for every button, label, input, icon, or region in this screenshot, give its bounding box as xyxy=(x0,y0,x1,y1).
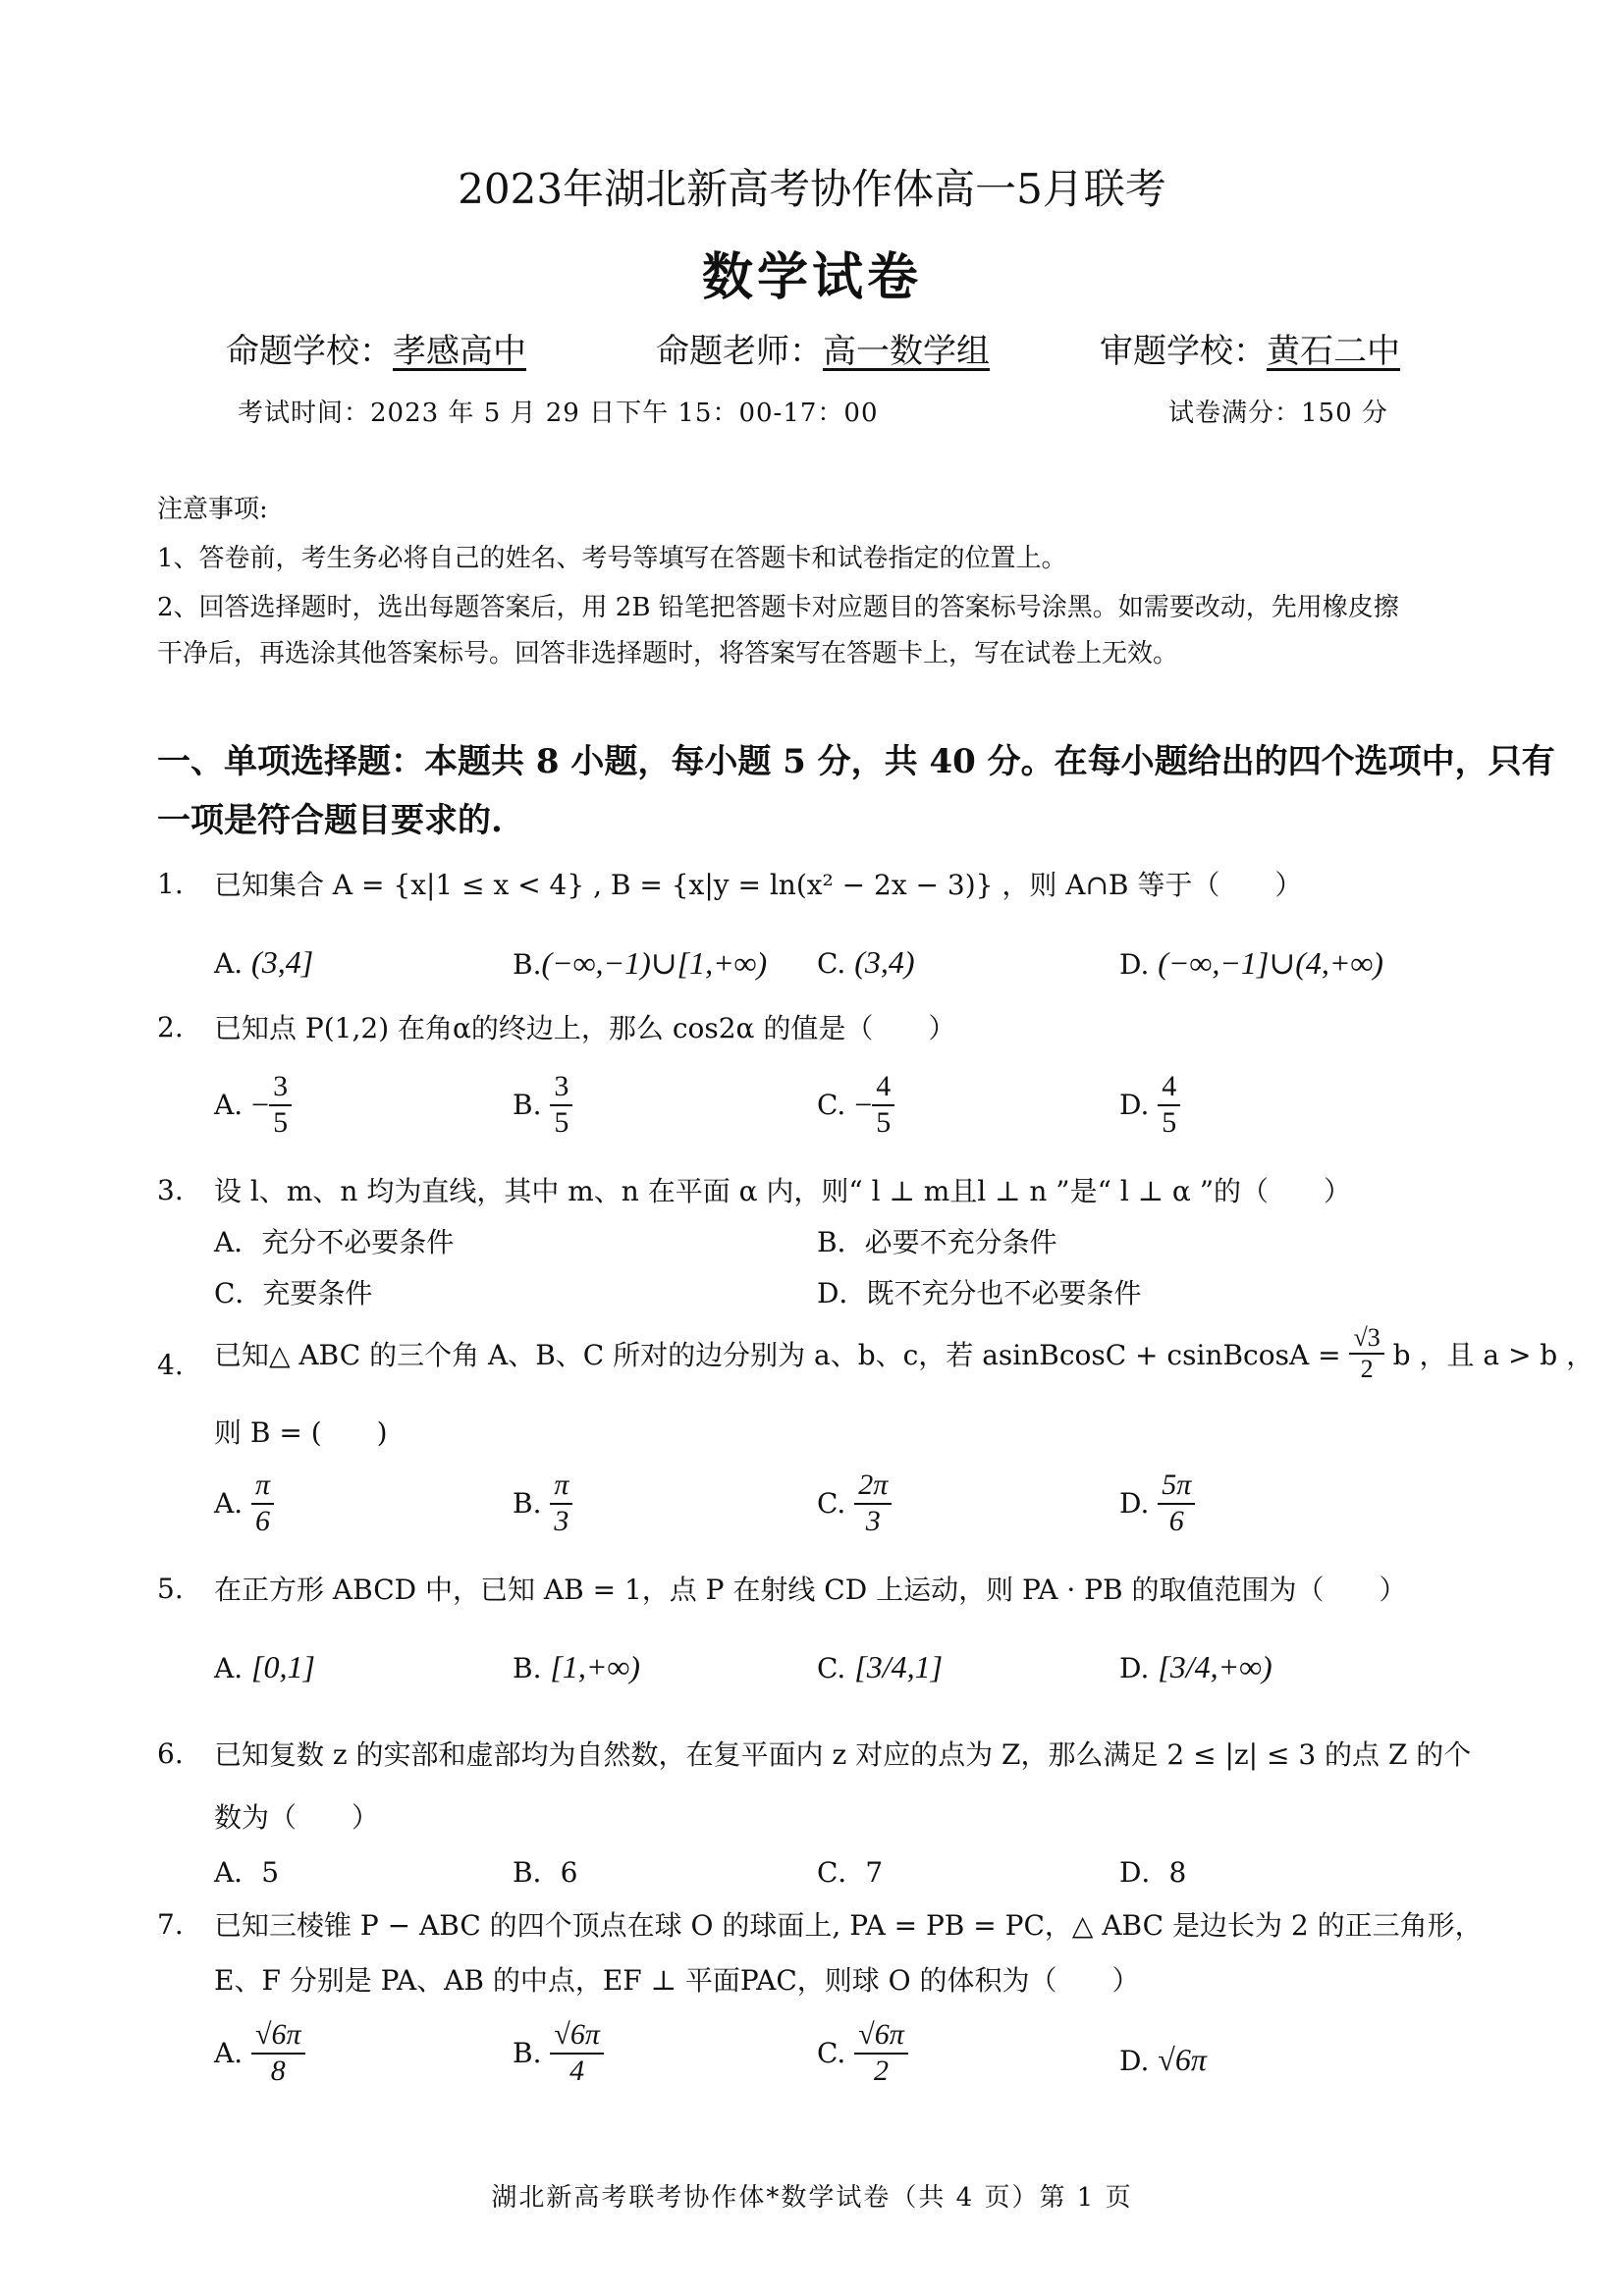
proposer-school-value: 孝感高中 xyxy=(393,332,526,371)
q2-option-a-numerator: 3 xyxy=(269,1070,292,1106)
q5-option-b-value: [1,+∞) xyxy=(550,1649,640,1684)
q4-option-a-numerator: π xyxy=(251,1468,274,1505)
q7-option-d-value: √6π xyxy=(1158,2042,1207,2077)
question-4-text-b: b ，且 a > b ， xyxy=(1392,1338,1595,1371)
q4-option-b xyxy=(513,1468,572,1538)
q7-option-c-label: C. xyxy=(817,2037,846,2069)
q2-option-c-numerator: 4 xyxy=(872,1070,894,1106)
q4-option-b-numerator: π xyxy=(550,1468,572,1505)
q1-option-a xyxy=(214,944,313,981)
question-5-number: 5. xyxy=(157,1573,184,1605)
q4-option-d-label: D. xyxy=(1119,1487,1150,1520)
q7-option-b-fraction xyxy=(550,2018,604,2088)
q5-option-a xyxy=(214,1649,315,1685)
q4-option-c-label: C. xyxy=(817,1487,846,1520)
section-heading-line1: 一、单项选择题：本题共 8 小题，每小题 5 分，共 40 分。在每小题给出的四个选项中，只有 xyxy=(157,742,1555,781)
exam-subtitle: 数学试卷 xyxy=(701,247,922,307)
q7-option-b xyxy=(513,2018,604,2088)
q7-option-a xyxy=(214,2018,305,2088)
section-heading-line2: 一项是符合题目要求的. xyxy=(157,801,503,840)
q2-option-d-fraction xyxy=(1158,1070,1180,1140)
proposer-school-label: 命题学校： xyxy=(226,332,393,371)
q4-option-a-denominator: 6 xyxy=(255,1504,271,1537)
q2-option-b xyxy=(513,1070,572,1140)
q2-option-c-denominator: 5 xyxy=(876,1105,892,1139)
notes-item-2a: 2、回答选择题时，选出每题答案后，用 2B 铅笔把答题卡对应题目的答案标号涂黑。如需要改动，先用橡皮擦 xyxy=(157,593,1399,622)
question-4-fraction-numerator: √3 xyxy=(1349,1323,1383,1355)
question-1-text: 已知集合 A = {x|1 ≤ x < 4} , B = {x|y = ln(x² − 2x − 3)} ，则 A∩B 等于（ ） xyxy=(214,869,1303,901)
q2-option-c-fraction xyxy=(872,1070,894,1140)
proposer-school xyxy=(226,324,526,372)
q2-option-b-denominator: 5 xyxy=(554,1105,569,1139)
q1-option-d-label: D. xyxy=(1119,948,1150,981)
q4-option-a-fraction xyxy=(251,1468,274,1538)
q2-option-a-label: A. xyxy=(214,1089,244,1121)
q7-option-b-denominator: 4 xyxy=(569,2054,585,2087)
q4-option-b-fraction xyxy=(550,1468,572,1538)
proposer-teacher xyxy=(656,324,990,372)
question-4-fraction xyxy=(1349,1323,1383,1384)
q7-option-c-fraction xyxy=(854,2018,908,2088)
reviewer-school-label: 审题学校： xyxy=(1100,332,1267,371)
q7-option-c-denominator: 2 xyxy=(873,2054,889,2087)
proposer-teacher-label: 命题老师： xyxy=(656,332,823,371)
q4-option-a xyxy=(214,1468,274,1538)
q6-option-c: C．7 xyxy=(817,1856,884,1889)
question-2-number: 2. xyxy=(157,1011,184,1043)
q7-option-c xyxy=(817,2018,908,2088)
q5-option-d-value: [3/4,+∞) xyxy=(1158,1649,1272,1684)
q3-option-c: C．充要条件 xyxy=(214,1277,373,1309)
q4-option-d-numerator: 5π xyxy=(1158,1468,1195,1505)
q4-option-b-denominator: 3 xyxy=(554,1504,569,1537)
q4-option-d-denominator: 6 xyxy=(1168,1504,1184,1537)
q3-option-a: A．充分不必要条件 xyxy=(214,1226,455,1258)
question-7-text-line2: E、F 分别是 PA、AB 的中点，EF ⊥ 平面PAC，则球 O 的体积为（ ） xyxy=(214,1964,1140,1997)
q6-option-a: A．5 xyxy=(214,1856,280,1889)
q5-option-a-value: [0,1] xyxy=(251,1649,315,1684)
q5-option-b xyxy=(513,1649,640,1685)
q2-option-a-sign: − xyxy=(251,1087,270,1122)
full-score: 试卷满分：150 分 xyxy=(1168,399,1388,428)
question-4-text-line2: 则 B = ( ) xyxy=(214,1416,388,1449)
q1-option-a-value: (3,4] xyxy=(251,944,314,980)
question-4-fraction-denominator: 2 xyxy=(1360,1354,1374,1383)
question-2-text: 已知点 P(1,2) 在角α的终边上，那么 cos2α 的值是（ ） xyxy=(214,1012,956,1044)
q2-option-c-sign: − xyxy=(854,1087,873,1122)
q1-option-a-label: A. xyxy=(214,947,244,980)
q4-option-c-denominator: 3 xyxy=(865,1504,881,1537)
q5-option-b-label: B. xyxy=(513,1652,542,1684)
question-6-number: 6. xyxy=(157,1737,184,1770)
q1-option-c-label: C. xyxy=(817,947,846,980)
q4-option-c xyxy=(817,1468,892,1538)
q3-option-d: D．既不充分也不必要条件 xyxy=(817,1277,1142,1309)
reviewer-school xyxy=(1100,324,1400,372)
q4-option-d xyxy=(1119,1468,1195,1538)
q5-option-a-label: A. xyxy=(214,1652,244,1684)
question-3-text: 设 l、m、n 均为直线，其中 m、n 在平面 α 内，则“ l ⊥ m且l ⊥ n ”是“ l ⊥ α ”的（ ） xyxy=(214,1175,1352,1207)
q1-option-b-value: (−∞,−1)∪[1,+∞) xyxy=(541,945,768,981)
q1-option-b-label: B. xyxy=(513,948,542,981)
q6-option-d: D．8 xyxy=(1119,1856,1187,1889)
q4-option-a-label: A. xyxy=(214,1487,244,1520)
question-4-number: 4. xyxy=(157,1349,184,1381)
question-4-text-a: 已知△ ABC 的三个角 A、B、C 所对的边分别为 a、b、c，若 asinBcosC + csinBcosA = xyxy=(214,1338,1341,1371)
q2-option-c xyxy=(817,1070,894,1140)
q2-option-a xyxy=(214,1070,292,1140)
q7-option-c-numerator: √6π xyxy=(854,2018,908,2055)
q1-option-b xyxy=(513,944,767,982)
q4-option-c-numerator: 2π xyxy=(854,1468,892,1505)
q5-option-d-label: D. xyxy=(1119,1652,1150,1684)
q2-option-d-numerator: 4 xyxy=(1158,1070,1180,1106)
q4-option-d-fraction xyxy=(1158,1468,1195,1538)
question-6-text-line1: 已知复数 z 的实部和虚部均为自然数，在复平面内 z 对应的点为 Z，那么满足 2 ≤ |z| ≤ 3 的点 Z 的个 xyxy=(214,1738,1472,1771)
q7-option-a-numerator: √6π xyxy=(251,2018,305,2055)
page-footer: 湖北新高考联考协作体*数学试卷（共 4 页）第 1 页 xyxy=(491,2183,1133,2213)
q2-option-a-fraction xyxy=(269,1070,292,1140)
question-7-number: 7. xyxy=(157,1908,184,1941)
q2-option-b-label: B. xyxy=(513,1089,542,1121)
proposer-teacher-value: 高一数学组 xyxy=(823,332,990,371)
q4-option-c-fraction xyxy=(854,1468,892,1538)
reviewer-school-value: 黄石二中 xyxy=(1267,332,1400,371)
q1-option-c xyxy=(817,944,915,981)
q5-option-c-label: C. xyxy=(817,1652,846,1684)
q2-option-b-numerator: 3 xyxy=(550,1070,572,1106)
q5-option-c-value: [3/4,1] xyxy=(854,1649,944,1684)
q7-option-d xyxy=(1119,2042,1207,2078)
q2-option-d xyxy=(1119,1070,1180,1140)
q5-option-d xyxy=(1119,1649,1272,1685)
q2-option-d-denominator: 5 xyxy=(1162,1105,1177,1139)
exam-title: 2023年湖北新高考协作体高一5月联考 xyxy=(458,165,1166,213)
q2-option-c-label: C. xyxy=(817,1089,846,1121)
notes-item-2b: 干净后，再选涂其他答案标号。回答非选择题时，将答案写在答题卡上，写在试卷上无效。 xyxy=(157,639,1179,668)
q3-option-b: B．必要不充分条件 xyxy=(817,1226,1057,1258)
q2-option-b-fraction xyxy=(550,1070,572,1140)
q4-option-b-label: B. xyxy=(513,1487,542,1520)
exam-time: 考试时间：2023 年 5 月 29 日下午 15：00-17：00 xyxy=(238,399,879,428)
question-4-text-line1 xyxy=(214,1323,1594,1384)
question-1-number: 1. xyxy=(157,868,184,900)
question-3-number: 3. xyxy=(157,1174,184,1206)
q7-option-a-fraction xyxy=(251,2018,305,2088)
q7-option-b-numerator: √6π xyxy=(550,2018,604,2055)
q1-option-d xyxy=(1119,944,1383,982)
q6-option-b: B．6 xyxy=(513,1856,578,1889)
q5-option-c xyxy=(817,1649,943,1685)
q7-option-d-label: D. xyxy=(1119,2045,1150,2077)
notes-item-1: 1、答卷前，考生务必将自己的姓名、考号等填写在答题卡和试卷指定的位置上。 xyxy=(157,544,1067,573)
q2-option-a-denominator: 5 xyxy=(273,1105,289,1139)
q7-option-a-denominator: 8 xyxy=(270,2054,286,2087)
q7-option-a-label: A. xyxy=(214,2037,244,2069)
q2-option-d-label: D. xyxy=(1119,1089,1150,1121)
q7-option-b-label: B. xyxy=(513,2037,542,2069)
q1-option-c-value: (3,4) xyxy=(854,944,915,980)
question-6-text-line2: 数为（ ） xyxy=(214,1801,380,1834)
question-5-text: 在正方形 ABCD 中，已知 AB = 1，点 P 在射线 CD 上运动，则 PA · PB 的取值范围为（ ） xyxy=(214,1574,1407,1606)
question-7-text-line1: 已知三棱锥 P − ABC 的四个顶点在球 O 的球面上, PA = PB = PC，△ ABC 是边长为 2 的正三角形， xyxy=(214,1909,1483,1942)
notes-title: 注意事项: xyxy=(157,495,268,524)
q1-option-d-value: (−∞,−1]∪(4,+∞) xyxy=(1158,945,1383,981)
